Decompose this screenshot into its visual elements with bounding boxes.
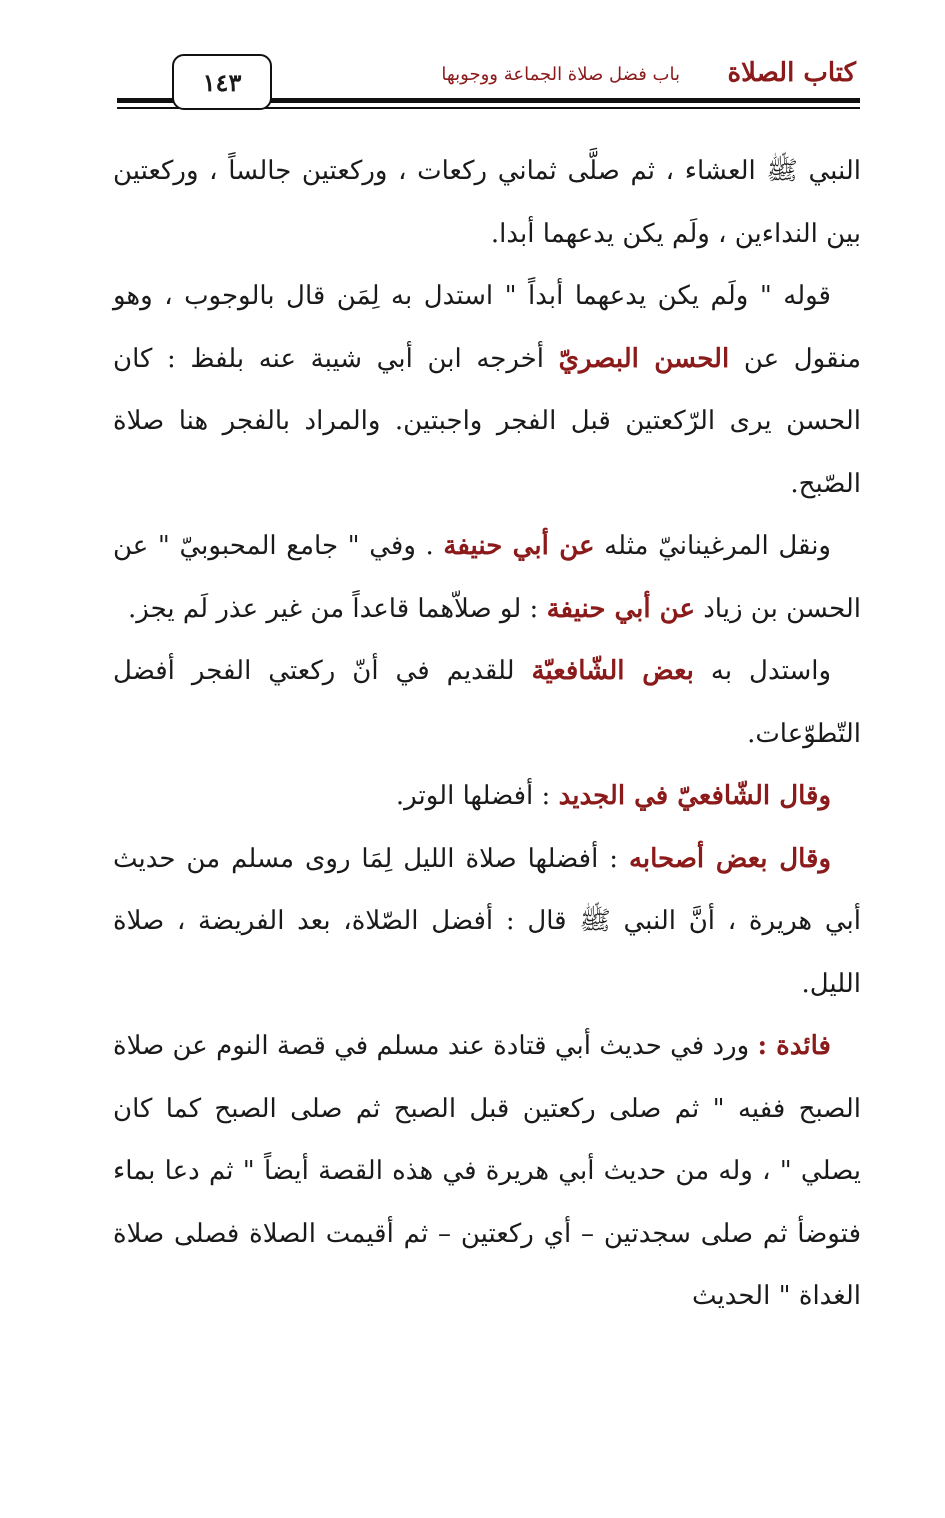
page-header	[117, 54, 860, 114]
highlight-abu-hanifa-1: عن أبي حنيفة	[443, 531, 595, 561]
highlight-abu-hanifa-2: عن أبي حنيفة	[546, 593, 695, 624]
paragraph-7-text-b: ورد في حديث أبي قتادة عند مسلم في قصة النوم عن صلاة الصبح ففيه " ثم صلى ركعتين قبل الصبح ثم صلى الصبح كما كان يصلي " ، وله من حديث أبي هريرة في هذه القصة أيضاً " ثم دعا بماء فتوضأ ثم صلى سجدتين – أي ركعتين – ثم أقيمت الصلاة فصلى صلاة الغداة " الحديث	[113, 1031, 861, 1311]
paragraph-6-text-b: : أفضلها صلاة الليل لِمَا روى مسلم من حديث أبي هريرة ، أنَّ النبي ﷺ قال : أفضل الصّلاة، بعد الفريضة ، صلاة الليل.	[113, 843, 861, 999]
page-number-box	[172, 54, 272, 110]
paragraph-5-text-b: : أفضلها الوتر.	[395, 781, 559, 811]
paragraph-2-text-a: قوله " ولَم يكن يدعهما أبداً " استدل به لِمَن قال بالوجوب ، وهو منقول عن	[113, 281, 861, 374]
paragraph-1	[113, 140, 861, 265]
paragraph-4-text-a: واستدل به	[693, 656, 832, 686]
paragraph-2-text-b: أخرجه ابن أبي شيبة عنه بلفظ : كان الحسن يرى الرّكعتين قبل الفجر واجبتين. والمراد بالفجر هنا صلاة الصّبح.	[113, 343, 861, 499]
paragraph-4-text-b: للقديم في أنّ ركعتي الفجر أفضل التّطوّعات.	[113, 656, 861, 749]
paragraph-3-text-a: ونقل المرغينانيّ مثله	[594, 531, 831, 561]
paragraph-6	[113, 828, 861, 1016]
paragraph-3-text-c: : لو صلاّهما قاعداً من غير عذر لَم يجز.	[127, 593, 547, 624]
highlight-shafiiyya: بعض الشّافعيّة	[531, 656, 694, 686]
highlight-shafii-jadid: وقال الشّافعيّ في الجديد	[558, 781, 831, 811]
highlight-hasan-basri: الحسن البصريّ	[558, 343, 730, 374]
paragraph-1-text: النبي ﷺ العشاء ، ثم صلَّى ثماني ركعات ، وركعتين جالساً ، وركعتين بين النداءين ، ولَم يكن يدعهما أبدا.	[113, 156, 861, 249]
book-title: كتاب الصلاة	[727, 58, 856, 88]
page-number: ١٤٣	[202, 67, 242, 97]
paragraph-2	[113, 265, 861, 515]
paragraph-4	[113, 640, 861, 765]
highlight-ashabuhu: وقال بعض أصحابه	[628, 843, 832, 874]
paragraph-7	[113, 1015, 861, 1328]
paragraph-3-text-b: . وفي " جامع المحبوبيّ " عن الحسن بن زياد	[113, 531, 861, 624]
paragraph-5	[113, 765, 861, 828]
highlight-faida: فائدة :	[757, 1031, 831, 1061]
page-body	[113, 140, 861, 1328]
paragraph-3	[113, 515, 861, 640]
chapter-title: باب فضل صلاة الجماعة ووجوبها	[441, 64, 680, 85]
